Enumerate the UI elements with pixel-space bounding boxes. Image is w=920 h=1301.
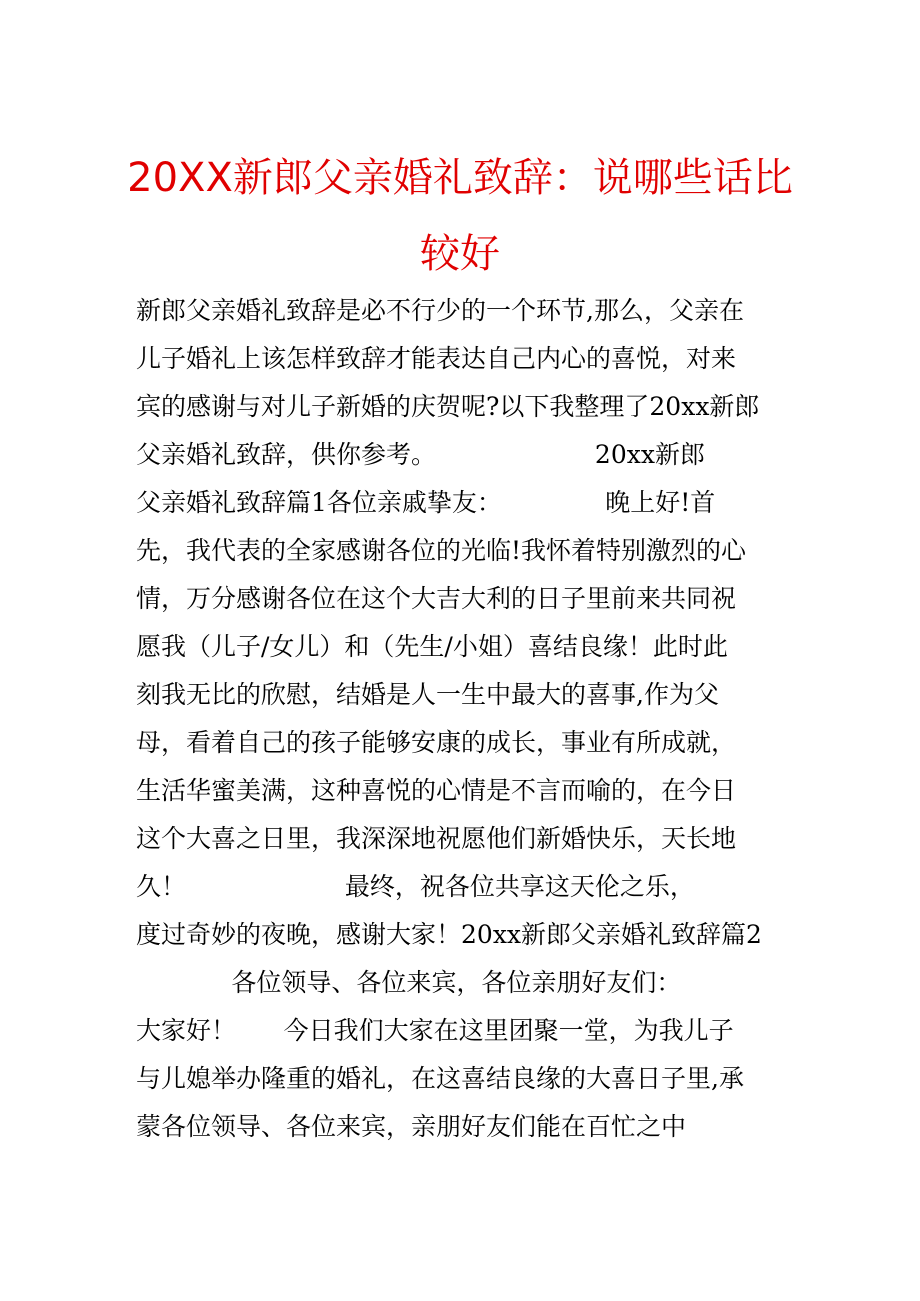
- body-line: 大家好！ 今日我们大家在这里团聚一堂，为我儿子: [136, 1016, 734, 1045]
- body-line: 刻我无比的欣慰，结婚是人一生中最大的喜事,作为父: [136, 680, 719, 709]
- document-body: [136, 287, 786, 1151]
- body-line: 这个大喜之日里，我深深地祝愿他们新婚快乐，天长地: [136, 824, 737, 853]
- body-line: 情，万分感谢各位在这个大吉大利的日子里前来共同祝: [136, 584, 737, 613]
- body-line: 与儿媳举办隆重的婚礼，在这喜结良缘的大喜日子里,承: [136, 1064, 744, 1093]
- body-line: 各位领导、各位来宾，各位亲朋好友们：: [136, 968, 682, 997]
- body-line: 愿我（儿子/女儿）和（先生/小姐）喜结良缘！此时此: [136, 632, 728, 661]
- body-line: 宾的感谢与对儿子新婚的庆贺呢?以下我整理了20xx新郎: [136, 392, 760, 421]
- body-line: 母，看着自己的孩子能够安康的成长，事业有所成就，: [136, 728, 737, 757]
- body-line: 父亲婚礼致辞篇1各位亲戚挚友： 晚上好!首: [136, 488, 716, 517]
- body-line: 先，我代表的全家感谢各位的光临!我怀着特别激烈的心: [136, 536, 747, 565]
- document-title: 20XX新郎父亲婚礼致辞：说哪些话比较好: [127, 155, 793, 277]
- body-line: 久！ 最终，祝各位共享这天伦之乐，: [136, 872, 695, 901]
- body-line: 新郎父亲婚礼致辞是必不行少的一个环节,那么，父亲在: [136, 296, 744, 325]
- body-line: 生活华蜜美满，这种喜悦的心情是不言而喻的，在今日: [136, 776, 737, 805]
- body-line: 父亲婚礼致辞，供你参考。 20xx新郎: [136, 440, 705, 469]
- body-line: 蒙各位领导、各位来宾，亲朋好友们能在百忙之中: [136, 1112, 687, 1141]
- body-line: 度过奇妙的夜晚，感谢大家！20xx新郎父亲婚礼致辞篇2: [136, 920, 762, 949]
- body-line: 儿子婚礼上该怎样致辞才能表达自己内心的喜悦，对来: [136, 344, 737, 373]
